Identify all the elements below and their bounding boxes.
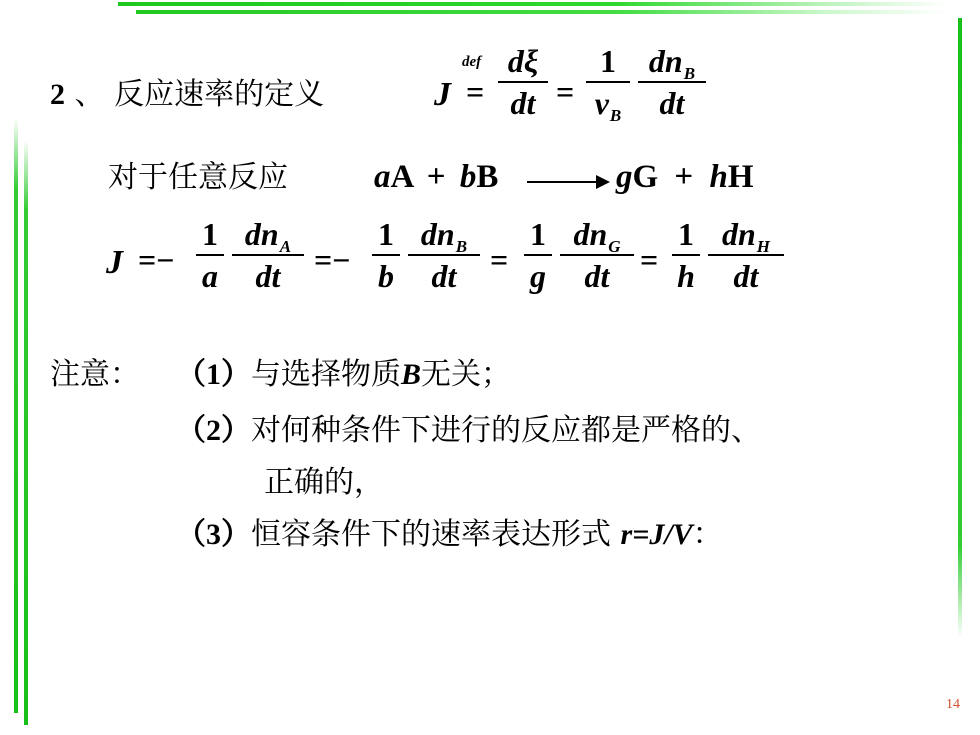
note-number: （1） bbox=[176, 358, 251, 391]
frac-denominator: b bbox=[378, 258, 394, 294]
rate-frac-dnB-dt bbox=[408, 218, 480, 292]
section-heading bbox=[50, 77, 325, 112]
subscript: H bbox=[756, 237, 771, 256]
note-text: 恒容条件下的速率表达形式 bbox=[251, 517, 621, 552]
frac-numerator: 1 bbox=[600, 43, 616, 79]
left-decorative-bar bbox=[14, 118, 18, 713]
frac-denominator: a bbox=[202, 258, 218, 294]
note-number: （2） bbox=[176, 414, 251, 447]
note-formula: r=J/V bbox=[620, 518, 693, 551]
frac-denominator: dt bbox=[510, 85, 536, 121]
rate-frac-dnA-dt bbox=[232, 218, 304, 292]
subscript: A bbox=[279, 237, 292, 256]
fraction-bar bbox=[672, 254, 700, 256]
notes-label: 注意： bbox=[50, 357, 140, 392]
fraction-bar bbox=[498, 81, 548, 83]
note-item-2 bbox=[176, 413, 761, 448]
reaction-label: 对于任意反应 bbox=[108, 160, 288, 195]
left-decorative-bar-secondary bbox=[24, 140, 28, 725]
rate-frac-dnG-dt bbox=[560, 218, 634, 292]
dn-symbol: dn bbox=[648, 43, 683, 79]
reaction-rhs bbox=[616, 161, 754, 194]
frac-denominator: h bbox=[677, 258, 695, 294]
rate-lhs: J bbox=[106, 244, 123, 281]
top-decorative-bar bbox=[118, 2, 948, 6]
coef-h: h bbox=[709, 159, 728, 195]
definition-eq-2: = bbox=[556, 74, 575, 110]
species-A: A bbox=[390, 159, 413, 195]
rate-frac-dnH-dt bbox=[708, 218, 784, 292]
plus-sign: + bbox=[674, 159, 694, 195]
reaction-arrow-head bbox=[596, 175, 610, 189]
frac-numerator: 1 bbox=[678, 216, 694, 252]
subscript: B bbox=[455, 237, 468, 256]
rate-sign-3: = bbox=[490, 242, 509, 278]
nu-symbol: ν bbox=[594, 85, 609, 121]
fraction-bar bbox=[524, 254, 552, 256]
note-variable: B bbox=[401, 358, 422, 391]
subscript: B bbox=[609, 106, 622, 125]
subscript: G bbox=[608, 237, 621, 256]
page-number: 14 bbox=[946, 697, 960, 712]
fraction-bar bbox=[708, 254, 784, 256]
section-separator: 、 bbox=[74, 77, 105, 112]
dn-symbol: dn bbox=[721, 216, 756, 252]
species-G: G bbox=[632, 159, 659, 195]
frac-numerator: 1 bbox=[378, 216, 394, 252]
plus-sign: + bbox=[426, 159, 446, 195]
rate-sign-2: =− bbox=[314, 242, 351, 278]
frac-denominator: dt bbox=[431, 258, 457, 294]
dn-symbol: dn bbox=[573, 216, 608, 252]
fraction-bar bbox=[586, 81, 630, 83]
note-text: ： bbox=[692, 517, 723, 552]
section-title: 反应速率的定义 bbox=[114, 77, 325, 112]
rate-sign-4: = bbox=[640, 242, 659, 278]
frac-denominator: g bbox=[530, 258, 546, 294]
definition-lhs: J bbox=[434, 76, 451, 113]
fraction-bar bbox=[408, 254, 480, 256]
subscript: B bbox=[683, 64, 696, 83]
rate-sign-1: =− bbox=[138, 242, 175, 278]
frac-denominator: dt bbox=[255, 258, 281, 294]
coef-g: g bbox=[616, 159, 633, 195]
frac-denominator: dt bbox=[733, 258, 759, 294]
species-H: H bbox=[727, 159, 754, 195]
definition-frac-dnB-dt bbox=[638, 45, 706, 119]
frac-numerator: 1 bbox=[530, 216, 546, 252]
top-decorative-bar-secondary bbox=[136, 10, 946, 14]
note-item-3 bbox=[176, 517, 723, 552]
fraction-bar bbox=[372, 254, 400, 256]
frac-numerator: 1 bbox=[202, 216, 218, 252]
fraction-bar bbox=[196, 254, 224, 256]
section-number: 2 bbox=[50, 78, 65, 111]
coef-a: a bbox=[374, 159, 391, 195]
dn-symbol: dn bbox=[244, 216, 279, 252]
rate-frac-1-g bbox=[524, 218, 552, 292]
fraction-bar bbox=[638, 81, 706, 83]
reaction-lhs bbox=[374, 161, 498, 194]
fraction-bar bbox=[232, 254, 304, 256]
note-text: 与选择物质 bbox=[251, 357, 401, 392]
fraction-bar bbox=[560, 254, 634, 256]
frac-denominator: dt bbox=[584, 258, 610, 294]
frac-denominator: dt bbox=[659, 85, 685, 121]
rate-frac-1-b bbox=[372, 218, 400, 292]
coef-b: b bbox=[459, 159, 477, 195]
rate-frac-1-a bbox=[196, 218, 224, 292]
definition-eq-1: = bbox=[466, 74, 485, 110]
note-text: 对何种条件下进行的反应都是严格的、 bbox=[251, 413, 761, 448]
dn-symbol: dn bbox=[420, 216, 455, 252]
note-item-2-continued: 正确的， bbox=[264, 465, 384, 500]
right-decorative-bar bbox=[958, 18, 962, 638]
frac-numerator: dξ bbox=[507, 43, 539, 79]
note-number: （3） bbox=[176, 518, 251, 551]
def-label: def bbox=[462, 54, 482, 70]
note-text: 无关； bbox=[421, 357, 512, 392]
rate-frac-1-h bbox=[672, 218, 700, 292]
species-B: B bbox=[476, 159, 499, 195]
definition-frac-1-nuB bbox=[586, 43, 630, 125]
note-item-1 bbox=[176, 357, 512, 392]
definition-frac-dxi-dt bbox=[498, 45, 548, 119]
reaction-arrow bbox=[527, 181, 599, 183]
